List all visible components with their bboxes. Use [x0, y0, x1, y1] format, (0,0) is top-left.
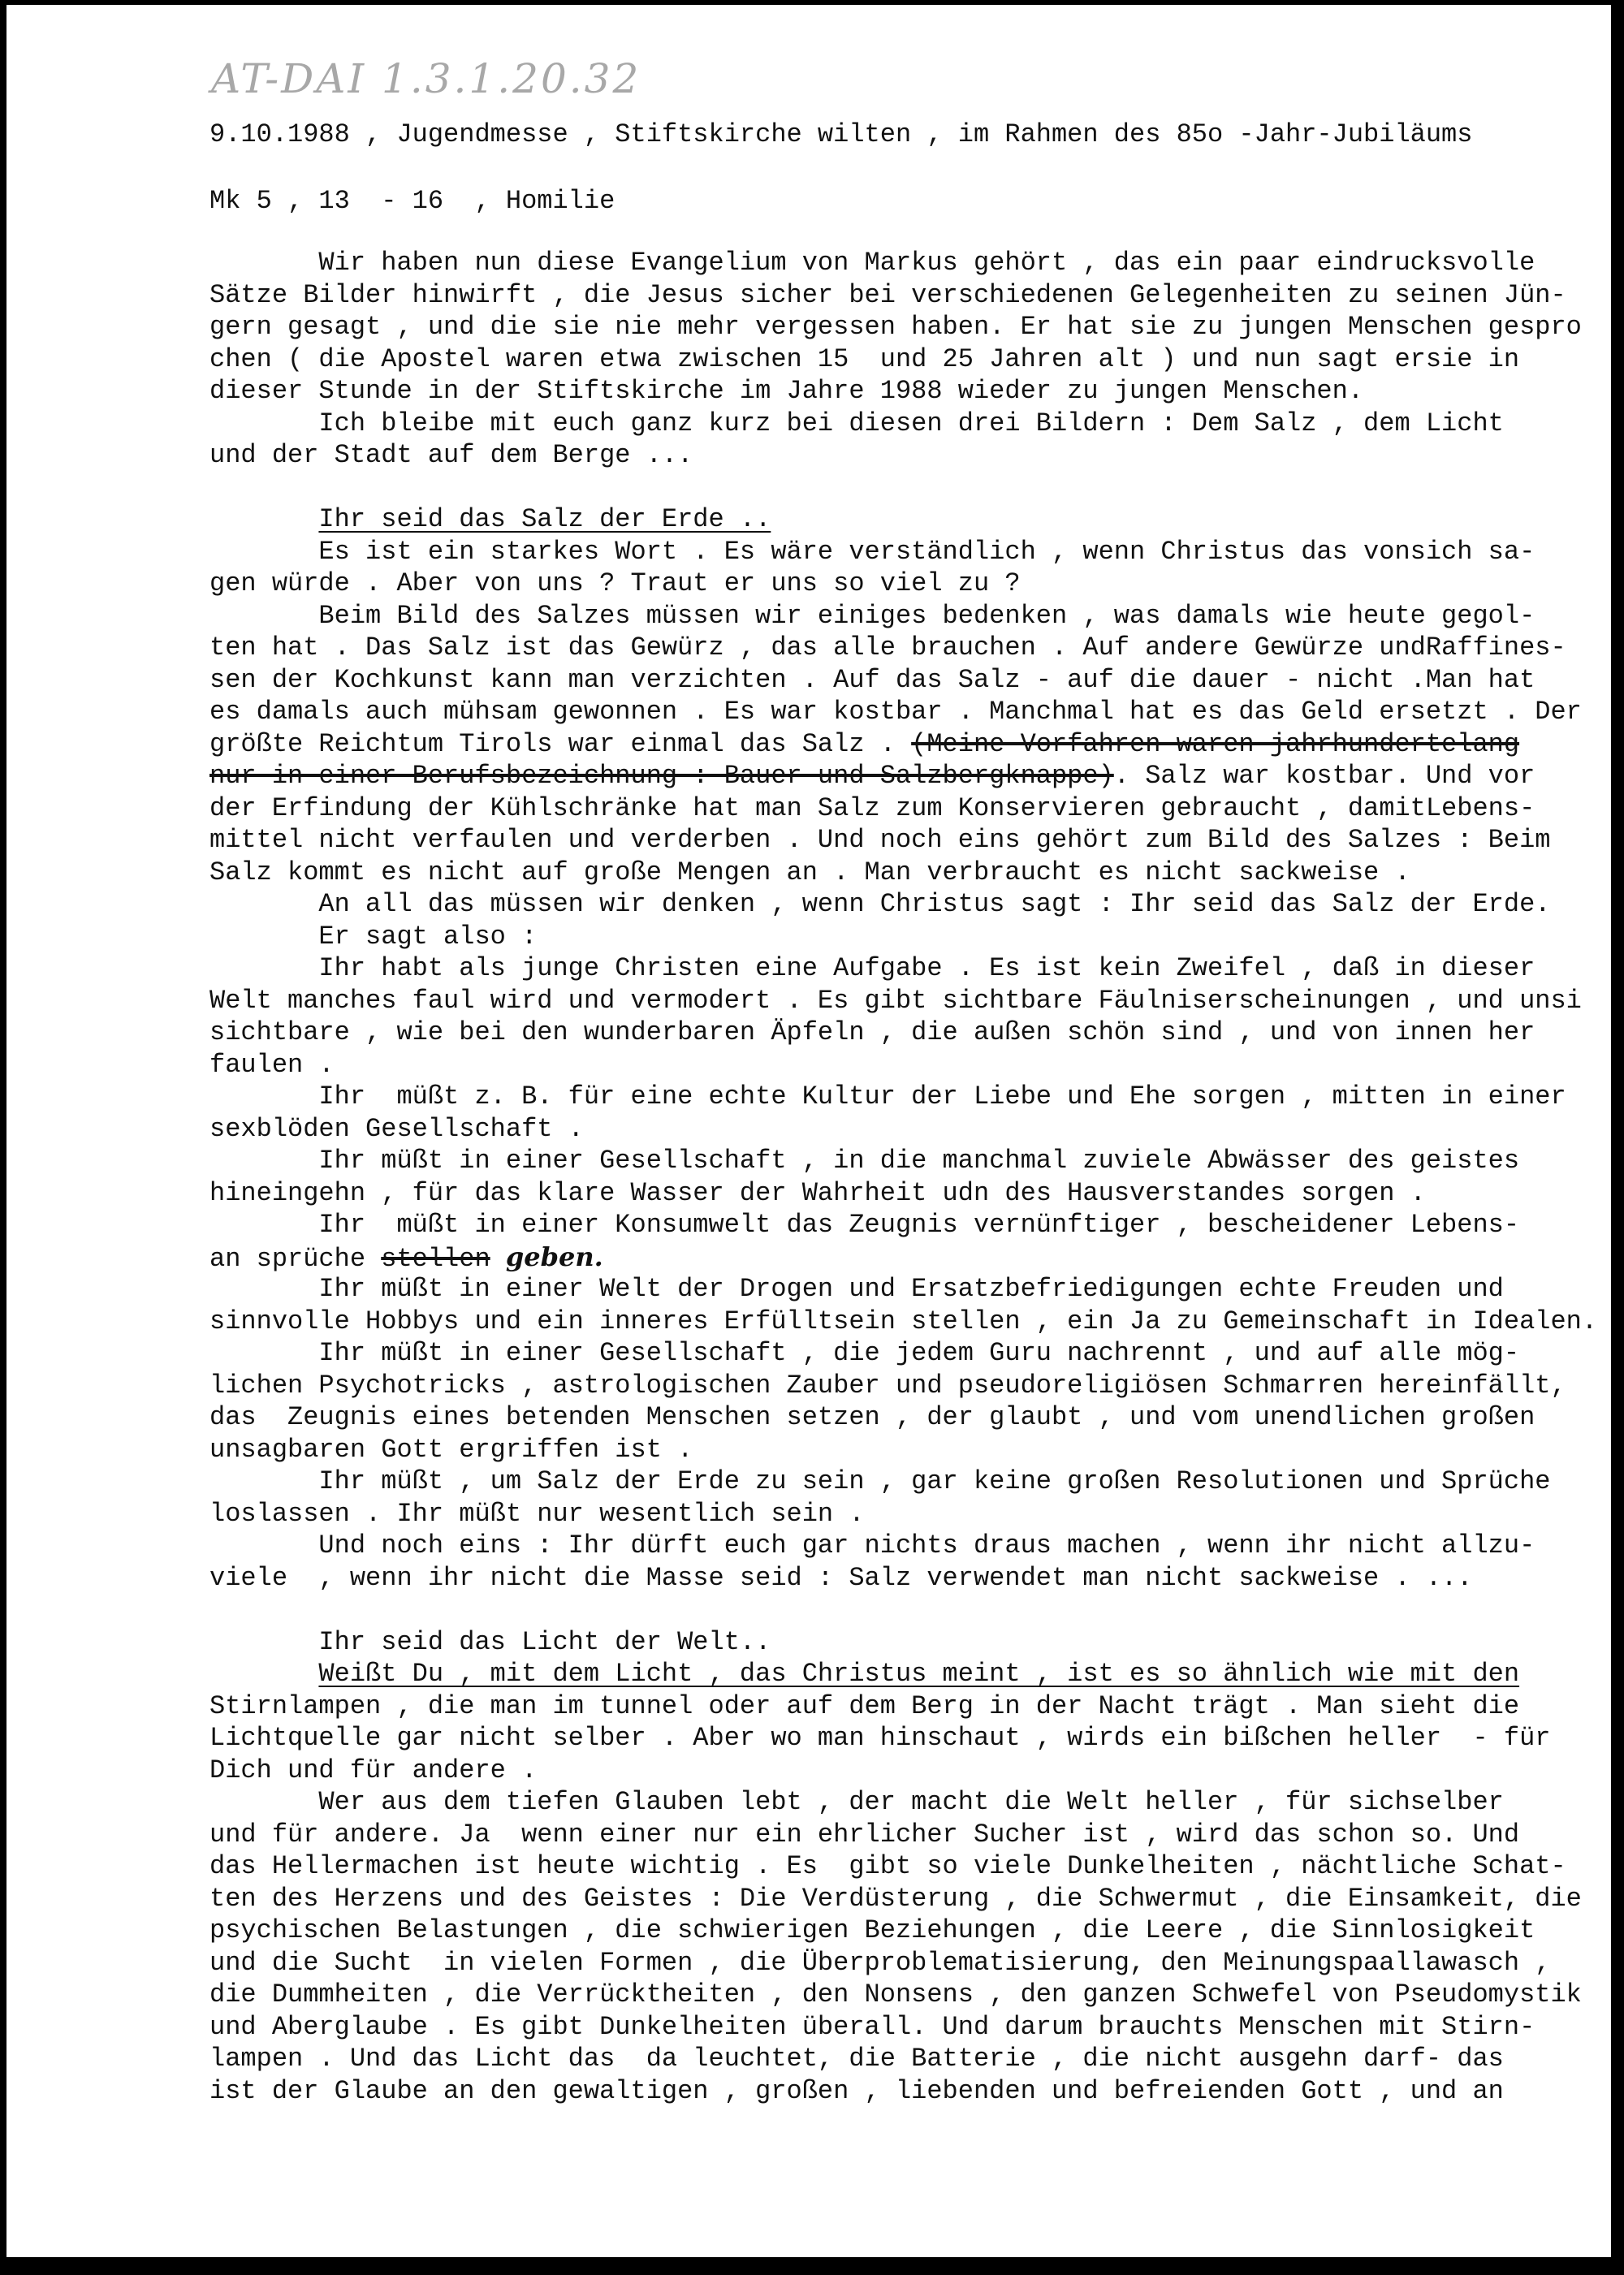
- header-reference: Mk 5 , 13 - 16 , Homilie: [209, 186, 615, 216]
- text-line: Ihr seid das Licht der Welt..: [209, 1626, 771, 1657]
- text-line: dieser Stunde in der Stiftskirche im Jahre 1988 wieder zu jungen Menschen.: [209, 376, 1364, 406]
- text-line: Ihr habt als junge Christen eine Aufgabe . Es ist kein Zweifel , daß in dieser: [209, 953, 1535, 983]
- text-line: Ihr müßt in einer Gesellschaft , in die manchmal zuviele Abwässer des geistes: [209, 1146, 1520, 1176]
- text-line: Salz kommt es nicht auf große Mengen an . Man verbraucht es nicht sackweise .: [209, 857, 1410, 887]
- blank-line: [209, 1594, 1597, 1626]
- text-line: gern gesagt , und die sie nie mehr vergessen haben. Er hat sie zu jungen Menschen gespro: [209, 312, 1582, 342]
- text-line: und die Sucht in vielen Formen , die Überproblematisierung, den Meinungspaallawasch ,: [209, 1947, 1551, 1978]
- text-line: Ihr müßt in einer Gesellschaft , die jedem Guru nachrennt , und auf alle mög-: [209, 1338, 1520, 1368]
- text-line: Wir haben nun diese Evangelium von Markus gehört , das ein paar eindrucksvolle: [209, 248, 1535, 278]
- text-line: größte Reichtum Tirols war einmal das Salz . (Meine Vorfahren waren jahrhundertelang: [209, 728, 1520, 759]
- text-line: An all das müssen wir denken , wenn Christus sagt : Ihr seid das Salz der Erde.: [209, 889, 1551, 919]
- text-line: Dich und für andere .: [209, 1755, 538, 1785]
- text-line: faulen .: [209, 1049, 335, 1080]
- text-line: Ihr müßt z. B. für eine echte Kultur der Liebe und Ehe sorgen , mitten in einer: [209, 1081, 1566, 1112]
- text-line: loslassen . Ihr müßt nur wesentlich sein .: [209, 1498, 865, 1529]
- text-line: sexblöden Gesellschaft .: [209, 1113, 584, 1144]
- text-line: ten hat . Das Salz ist das Gewürz , das alle brauchen . Auf andere Gewürze undRaffines-: [209, 632, 1566, 663]
- text-line: an sprüche stellen geben.: [209, 1241, 603, 1274]
- document-page: [6, 5, 1611, 2257]
- text-line: ten des Herzens und des Geistes : Die Verdüsterung , die Schwermut , die Einsamkeit, die: [209, 1883, 1582, 1914]
- text-line: und für andere. Ja wenn einer nur ein ehrlicher Sucher ist , wird das schon so. Und: [209, 1819, 1520, 1850]
- section-heading: Ihr seid das Salz der Erde ..: [318, 504, 771, 534]
- text-line: hineingehn , für das klare Wasser der Wahrheit udn des Hausverstandes sorgen .: [209, 1177, 1426, 1208]
- text-line: Welt manches faul wird und vermodert . Es gibt sichtbare Fäulniserscheinungen , und unsi: [209, 985, 1582, 1016]
- text-line: Wer aus dem tiefen Glauben lebt , der macht die Welt heller , für sichselber: [209, 1787, 1504, 1817]
- text-line: Ihr müßt , um Salz der Erde zu sein , gar keine großen Resolutionen und Sprüche: [209, 1466, 1551, 1496]
- text-line: Lichtquelle gar nicht selber . Aber wo man hinschaut , wirds ein bißchen heller - für: [209, 1723, 1551, 1753]
- text-line: und Aberglaube . Es gibt Dunkelheiten überall. Und darum brauchts Menschen mit Stirn-: [209, 2011, 1535, 2042]
- text-line: sinnvolle Hobbys und ein inneres Erfülltsein stellen , ein Ja zu Gemeinschaft in Idealen.: [209, 1306, 1598, 1336]
- text-line: sichtbare , wie bei den wunderbaren Äpfeln , die außen schön sind , und von innen her: [209, 1017, 1535, 1047]
- text-line: gen würde . Aber von uns ? Traut er uns so viel zu ?: [209, 568, 1021, 598]
- text-line: Er sagt also :: [209, 921, 538, 952]
- homily-body: [209, 247, 1597, 2107]
- text-line: psychischen Belastungen , die schwierigen Beziehungen , die Leere , die Sinnlosigkeit: [209, 1915, 1535, 1945]
- text-line: Sätze Bilder hinwirft , die Jesus sicher bei verschiedenen Gelegenheiten zu seinen Jün-: [209, 279, 1566, 310]
- text-line: Ihr müßt in einer Welt der Drogen und Ersatzbefriedigungen echte Freuden und: [209, 1274, 1504, 1304]
- header-date-line: 9.10.1988 , Jugendmesse , Stiftskirche wilten , im Rahmen des 85o -Jahr-Jubiläums: [209, 119, 1473, 149]
- text-line: sen der Kochkunst kann man verzichten . Auf das Salz - auf die dauer - nicht .Man hat: [209, 664, 1535, 695]
- text-line: und der Stadt auf dem Berge ...: [209, 440, 693, 470]
- text-line: unsagbaren Gott ergriffen ist .: [209, 1434, 693, 1465]
- text-line: viele , wenn ihr nicht die Masse seid : Salz verwendet man nicht sackweise . ...: [209, 1562, 1473, 1593]
- archive-signature: AT-DAI 1.3.1.20.32: [211, 55, 641, 102]
- text-line: das Hellermachen ist heute wichtig . Es gibt so viele Dunkelheiten , nächtliche Schat-: [209, 1851, 1566, 1881]
- text-line: nur in einer Berufsbezeichnung : Bauer und Salzbergknappe). Salz war kostbar. Und vor: [209, 761, 1535, 791]
- text-line: Es ist ein starkes Wort . Es wäre verständlich , wenn Christus das vonsich sa-: [209, 536, 1535, 567]
- text-line: ist der Glaube an den gewaltigen , großen , liebenden und befreienden Gott , und an: [209, 2075, 1504, 2106]
- text-line: mittel nicht verfaulen und verderben . Und noch eins gehört zum Bild des Salzes : Beim: [209, 825, 1551, 855]
- text-line: chen ( die Apostel waren etwa zwischen 15 und 25 Jahren alt ) und nun sagt ersie in: [209, 343, 1520, 374]
- text-line: Ihr müßt in einer Konsumwelt das Zeugnis vernünftiger , bescheidener Lebens-: [209, 1210, 1520, 1240]
- text-line: die Dummheiten , die Verrücktheiten , den Nonsens , den ganzen Schwefel von Pseudomystik: [209, 1979, 1582, 2010]
- text-line: Stirnlampen , die man im tunnel oder auf dem Berg in der Nacht trägt . Man sieht die: [209, 1690, 1520, 1721]
- text-line: Und noch eins : Ihr dürft euch gar nichts draus machen , wenn ihr nicht allzu-: [209, 1530, 1535, 1561]
- text-line: es damals auch mühsam gewonnen . Es war kostbar . Manchmal hat es das Geld ersetzt . Der: [209, 697, 1582, 727]
- text-line: Ich bleibe mit euch ganz kurz bei diesen drei Bildern : Dem Salz , dem Licht: [209, 408, 1504, 438]
- section-heading: Weißt Du , mit dem Licht , das Christus meint , ist es so ähnlich wie mit den: [318, 1659, 1520, 1689]
- text-line: der Erfindung der Kühlschränke hat man Salz zum Konservieren gebraucht , damitLebens-: [209, 792, 1535, 823]
- blank-line: [209, 472, 1597, 504]
- text-line: lampen . Und das Licht das da leuchtet, die Batterie , die nicht ausgehn darf- das: [209, 2044, 1504, 2074]
- text-line: lichen Psychotricks , astrologischen Zauber und pseudoreligiösen Schmarren hereinfällt,: [209, 1370, 1566, 1401]
- text-line: Beim Bild des Salzes müssen wir einiges bedenken , was damals wie heute gegol-: [209, 600, 1535, 631]
- text-line: das Zeugnis eines betenden Menschen setzen , der glaubt , und vom unendlichen großen: [209, 1402, 1535, 1432]
